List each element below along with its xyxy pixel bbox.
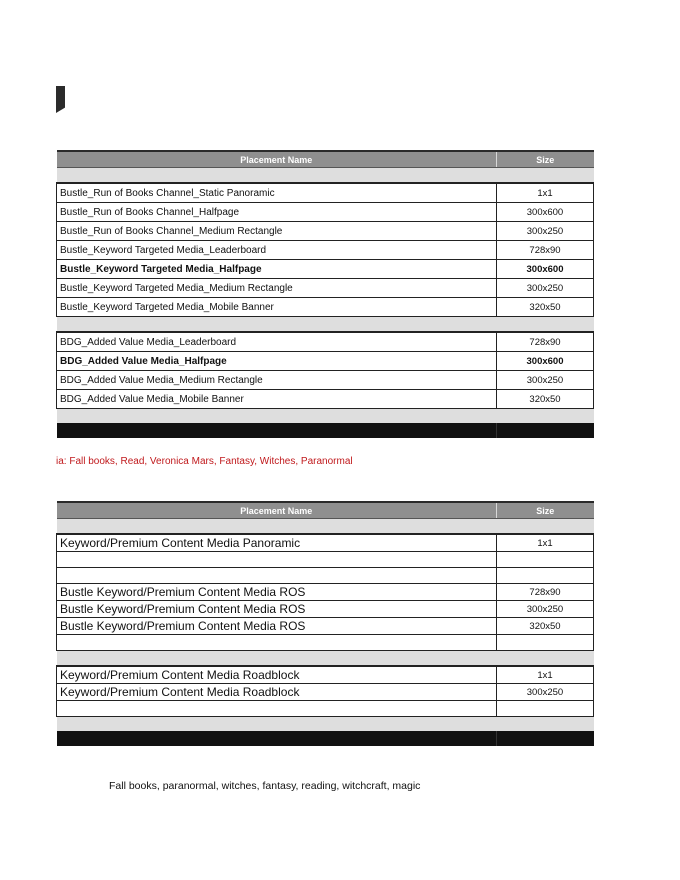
table-row[interactable] (57, 183, 594, 203)
size-cell[interactable] (497, 701, 594, 717)
table-row[interactable] (57, 635, 594, 651)
keywords-note: Fall books, paranormal, witches, fantasy, reading, witchcraft, magic (109, 780, 421, 792)
size-cell[interactable] (497, 568, 594, 584)
table-row[interactable] (57, 222, 594, 241)
placement-name-cell[interactable] (57, 635, 497, 651)
placement-name-cell[interactable]: BDG_Added Value Media_Leaderboard (57, 332, 497, 352)
placement-name-cell[interactable] (57, 552, 497, 568)
size-cell[interactable]: 1x1 (497, 666, 594, 684)
table-row[interactable] (57, 279, 594, 298)
table-row[interactable] (57, 203, 594, 222)
table-row[interactable] (57, 568, 594, 584)
header-placement-name: Placement Name (57, 502, 497, 519)
placement-name-cell[interactable]: Bustle_Keyword Targeted Media_Halfpage (57, 260, 497, 279)
placement-name-cell[interactable]: Bustle_Keyword Targeted Media_Leaderboard (57, 241, 497, 260)
table-row[interactable] (57, 298, 594, 317)
table-row[interactable] (57, 666, 594, 684)
size-cell[interactable]: 1x1 (497, 183, 594, 203)
placement-name-cell[interactable] (57, 701, 497, 717)
spacer-row (57, 409, 594, 424)
total-bar-row (57, 731, 594, 746)
placement-name-cell[interactable]: Bustle_Run of Books Channel_Medium Rectangle (57, 222, 497, 241)
placement-name-cell[interactable]: Keyword/Premium Content Media Roadblock (57, 666, 497, 684)
size-cell[interactable]: 300x250 (497, 371, 594, 390)
size-cell[interactable]: 728x90 (497, 584, 594, 601)
total-bar-row (57, 423, 594, 438)
spacer-row (57, 317, 594, 333)
size-cell[interactable]: 728x90 (497, 241, 594, 260)
placement-name-cell[interactable]: Keyword/Premium Content Media Roadblock (57, 684, 497, 701)
spacer-row (57, 519, 594, 535)
size-cell[interactable]: 300x250 (497, 222, 594, 241)
table-row[interactable] (57, 260, 594, 279)
table-row[interactable] (57, 584, 594, 601)
size-cell[interactable]: 300x250 (497, 684, 594, 701)
table-row[interactable] (57, 684, 594, 701)
placement-name-cell[interactable]: Bustle Keyword/Premium Content Media ROS (57, 584, 497, 601)
table-row[interactable] (57, 241, 594, 260)
table-row[interactable] (57, 390, 594, 409)
size-cell[interactable]: 300x600 (497, 260, 594, 279)
size-cell[interactable]: 320x50 (497, 390, 594, 409)
size-cell[interactable]: 728x90 (497, 332, 594, 352)
size-cell[interactable]: 320x50 (497, 618, 594, 635)
header-size: Size (497, 151, 594, 168)
table-row[interactable] (57, 352, 594, 371)
table-row[interactable] (57, 601, 594, 618)
placement-table-1 (56, 150, 594, 438)
size-cell[interactable]: 300x250 (497, 279, 594, 298)
table-header-row (57, 502, 594, 519)
size-cell[interactable]: 300x600 (497, 203, 594, 222)
placement-name-cell[interactable]: Bustle_Keyword Targeted Media_Medium Rectangle (57, 279, 497, 298)
placement-name-cell[interactable]: Keyword/Premium Content Media Panoramic (57, 534, 497, 552)
table-row[interactable] (57, 618, 594, 635)
size-cell[interactable]: 320x50 (497, 298, 594, 317)
placement-name-cell[interactable]: BDG_Added Value Media_Halfpage (57, 352, 497, 371)
targeting-note: ia: Fall books, Read, Veronica Mars, Fantasy, Witches, Paranormal (56, 456, 353, 467)
placement-name-cell[interactable]: Bustle_Run of Books Channel_Halfpage (57, 203, 497, 222)
corner-mark (56, 86, 65, 113)
placement-name-cell[interactable] (57, 568, 497, 584)
table-row[interactable] (57, 332, 594, 352)
size-cell[interactable]: 300x600 (497, 352, 594, 371)
placement-name-cell[interactable]: BDG_Added Value Media_Mobile Banner (57, 390, 497, 409)
spacer-row (57, 717, 594, 732)
size-cell[interactable]: 300x250 (497, 601, 594, 618)
header-size: Size (497, 502, 594, 519)
table-header-row (57, 151, 594, 168)
spacer-row (57, 651, 594, 667)
placement-name-cell[interactable]: Bustle_Run of Books Channel_Static Panoramic (57, 183, 497, 203)
table-row[interactable] (57, 701, 594, 717)
size-cell[interactable] (497, 635, 594, 651)
header-placement-name: Placement Name (57, 151, 497, 168)
placement-table-2 (56, 501, 594, 746)
placement-name-cell[interactable]: BDG_Added Value Media_Medium Rectangle (57, 371, 497, 390)
table-row[interactable] (57, 534, 594, 552)
size-cell[interactable] (497, 552, 594, 568)
table-row[interactable] (57, 371, 594, 390)
size-cell[interactable]: 1x1 (497, 534, 594, 552)
placement-name-cell[interactable]: Bustle_Keyword Targeted Media_Mobile Banner (57, 298, 497, 317)
placement-name-cell[interactable]: Bustle Keyword/Premium Content Media ROS (57, 601, 497, 618)
table-row[interactable] (57, 552, 594, 568)
spacer-row (57, 168, 594, 184)
placement-name-cell[interactable]: Bustle Keyword/Premium Content Media ROS (57, 618, 497, 635)
